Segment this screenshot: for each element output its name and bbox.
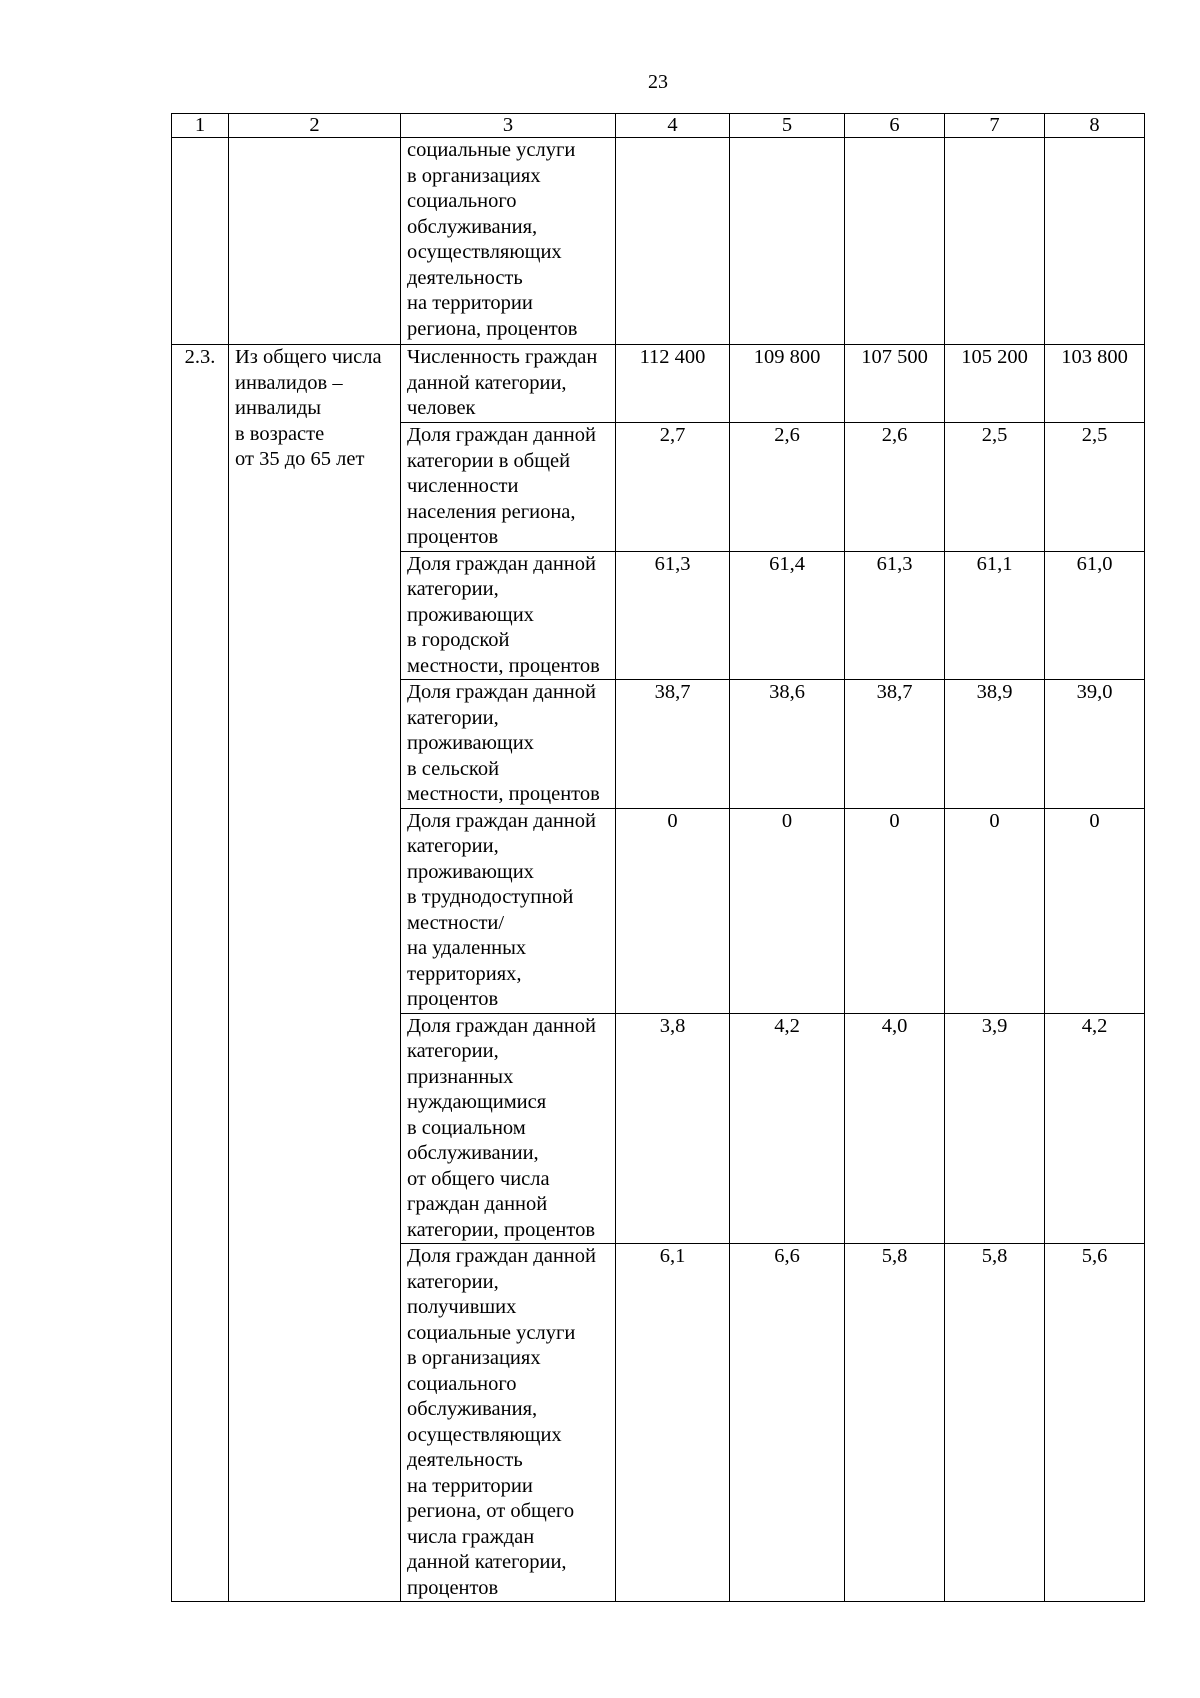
value-cell: 107 500 [845, 345, 945, 423]
value-cell: 2,6 [845, 423, 945, 552]
column-number-1: 1 [172, 114, 229, 138]
value-cell: 5,8 [945, 1244, 1045, 1602]
value-cell: 112 400 [616, 345, 730, 423]
value-cell: 5,8 [845, 1244, 945, 1602]
indicator-cell: Доля граждан данной категории, проживающих в сельской местности, процентов [401, 680, 616, 809]
value-cell: 0 [1045, 808, 1145, 1013]
column-number-8: 8 [1045, 114, 1145, 138]
value-cell: 61,3 [616, 551, 730, 680]
value-cell: 6,1 [616, 1244, 730, 1602]
value-cell: 6,6 [730, 1244, 845, 1602]
value-cell: 103 800 [1045, 345, 1145, 423]
value-cell: 38,9 [945, 680, 1045, 809]
value-cell: 38,7 [616, 680, 730, 809]
value-cell: 61,1 [945, 551, 1045, 680]
column-number-2: 2 [229, 114, 401, 138]
column-number-7: 7 [945, 114, 1045, 138]
category-cell: Из общего числа инвалидов – инвалиды в возрасте от 35 до 65 лет [229, 345, 401, 1602]
indicator-cell: Численность граждан данной категории, человек [401, 345, 616, 423]
indicator-cell: Доля граждан данной категории, проживающих в городской местности, процентов [401, 551, 616, 680]
empty-cell [172, 138, 229, 345]
value-cell: 5,6 [1045, 1244, 1145, 1602]
value-cell: 39,0 [1045, 680, 1145, 809]
empty-cell [845, 138, 945, 345]
data-table [171, 113, 1145, 1602]
empty-cell [229, 138, 401, 345]
value-cell: 0 [845, 808, 945, 1013]
value-cell: 61,4 [730, 551, 845, 680]
value-cell: 0 [730, 808, 845, 1013]
empty-cell [945, 138, 1045, 345]
indicator-cell: Доля граждан данной категории, проживающих в труднодоступной местности/ на удаленных территориях, процентов [401, 808, 616, 1013]
indicator-cell: Доля граждан данной категории в общей численности населения региона, процентов [401, 423, 616, 552]
empty-cell [730, 138, 845, 345]
value-cell: 4,0 [845, 1013, 945, 1244]
value-cell: 38,7 [845, 680, 945, 809]
column-number-4: 4 [616, 114, 730, 138]
indicator-cell: социальные услуги в организациях социального обслуживания, осуществляющих деятельность на территории региона, процентов [401, 138, 616, 345]
empty-cell [1045, 138, 1145, 345]
value-cell: 0 [616, 808, 730, 1013]
value-cell: 2,6 [730, 423, 845, 552]
value-cell: 109 800 [730, 345, 845, 423]
section-code: 2.3. [172, 345, 229, 1602]
indicator-cell: Доля граждан данной категории, получивших социальные услуги в организациях социального обслуживания, осуществляющих деятельность на территории региона, от общего числа граждан данной категории, процентов [401, 1244, 616, 1602]
value-cell: 4,2 [730, 1013, 845, 1244]
column-number-5: 5 [730, 114, 845, 138]
value-cell: 2,5 [1045, 423, 1145, 552]
value-cell: 61,0 [1045, 551, 1145, 680]
value-cell: 3,8 [616, 1013, 730, 1244]
value-cell: 105 200 [945, 345, 1045, 423]
value-cell: 2,5 [945, 423, 1045, 552]
table-row [172, 345, 1145, 423]
value-cell: 2,7 [616, 423, 730, 552]
column-number-6: 6 [845, 114, 945, 138]
value-cell: 3,9 [945, 1013, 1045, 1244]
value-cell: 4,2 [1045, 1013, 1145, 1244]
value-cell: 61,3 [845, 551, 945, 680]
value-cell: 0 [945, 808, 1045, 1013]
continuation-row [172, 138, 1145, 345]
indicator-cell: Доля граждан данной категории, признанных нуждающимися в социальном обслуживании, от общего числа граждан данной категории, процентов [401, 1013, 616, 1244]
table-header-row [172, 114, 1145, 138]
page-number: 23 [648, 71, 668, 93]
column-number-3: 3 [401, 114, 616, 138]
value-cell: 38,6 [730, 680, 845, 809]
empty-cell [616, 138, 730, 345]
